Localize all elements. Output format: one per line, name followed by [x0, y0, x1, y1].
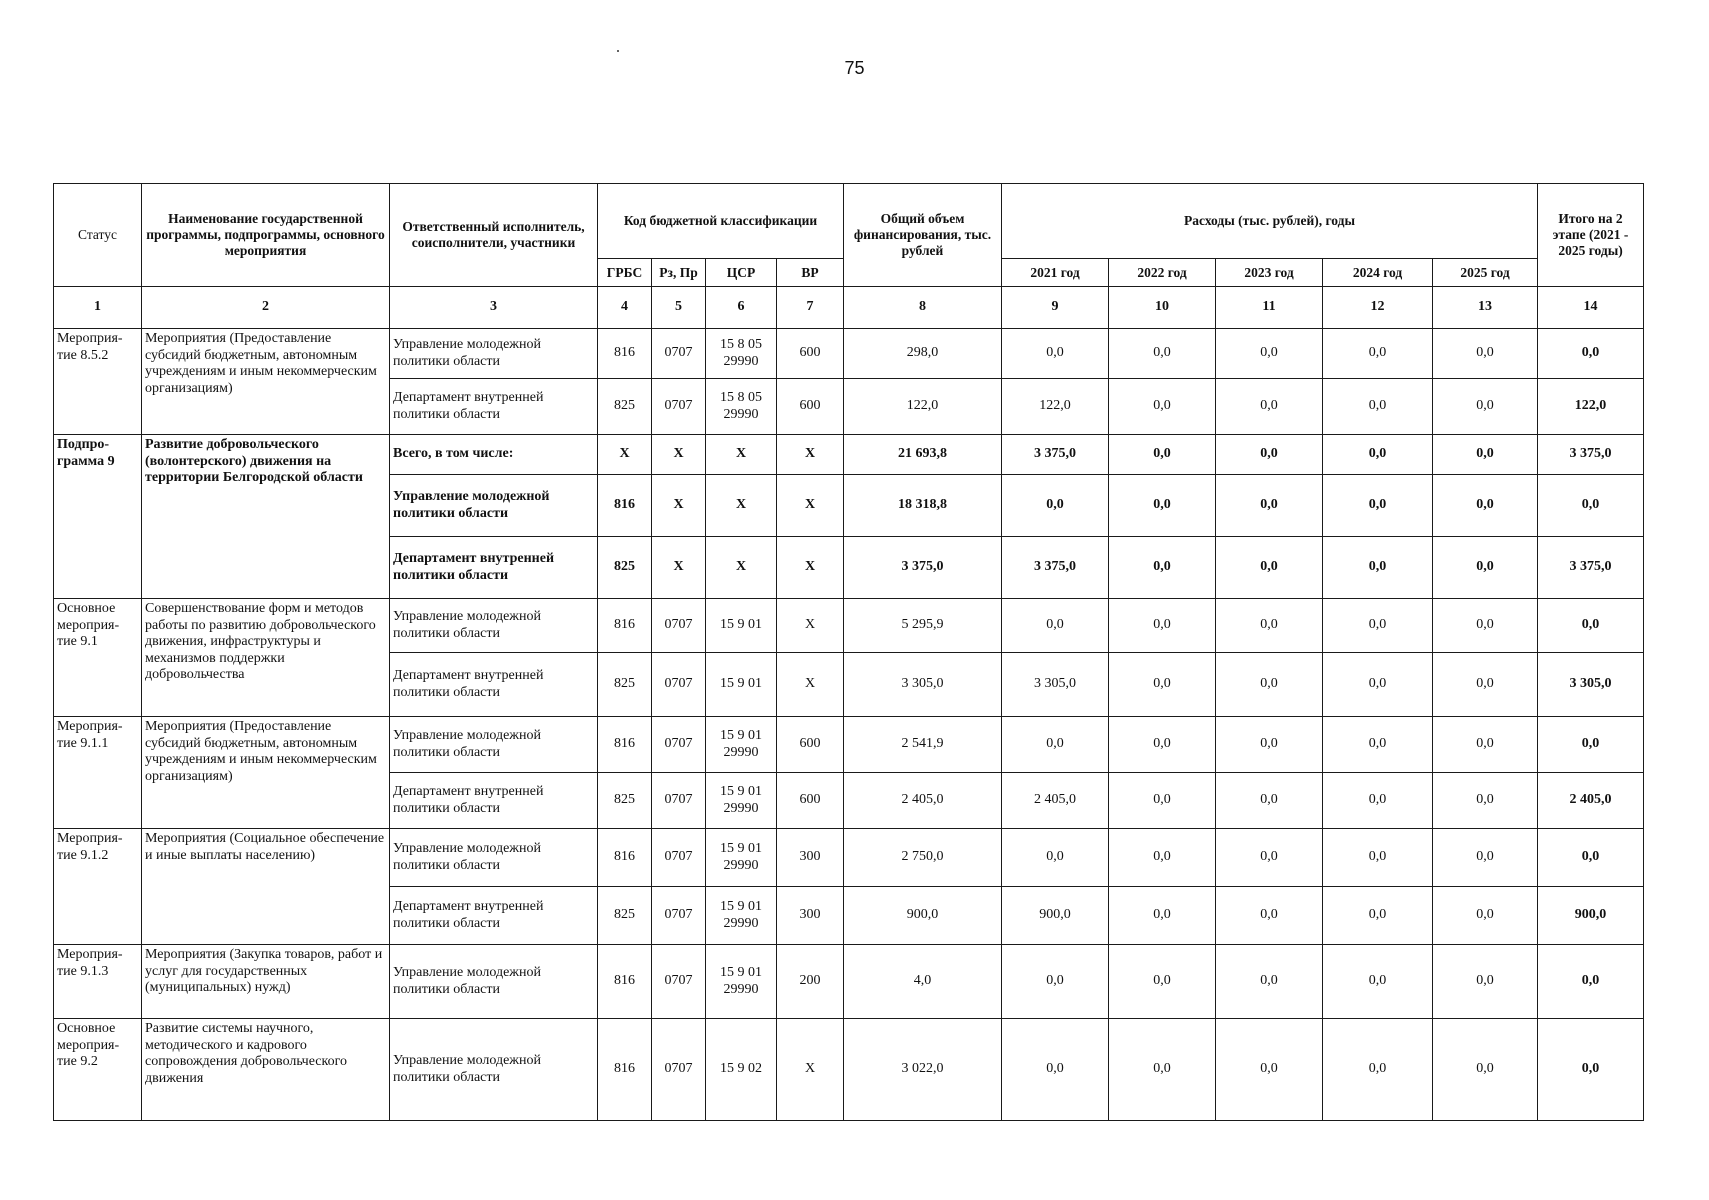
table-row — [54, 435, 1644, 475]
program-name-cell: Развитие добровольческого (волонтерского) движения на территории Белгородской области — [142, 435, 390, 599]
table-row — [54, 945, 1644, 1019]
cell-2021: 0,0 — [1002, 717, 1109, 773]
cell-2025: 0,0 — [1433, 773, 1538, 829]
cell-grbs: 825 — [598, 537, 652, 599]
column-number: 11 — [1216, 287, 1323, 329]
cell-2024: 0,0 — [1323, 945, 1433, 1019]
cell-2025: 0,0 — [1433, 1019, 1538, 1121]
cell-2025: 0,0 — [1433, 475, 1538, 537]
cell-csr: 15 9 01 — [706, 653, 777, 717]
program-name-cell: Развитие системы научного, методического и кадрового сопровождения добровольческого движения — [142, 1019, 390, 1121]
cell-vr: Х — [777, 1019, 844, 1121]
column-number-row — [54, 287, 1644, 329]
cell-vr: 200 — [777, 945, 844, 1019]
cell-2024: 0,0 — [1323, 1019, 1433, 1121]
cell-csr: Х — [706, 475, 777, 537]
cell-grbs: 816 — [598, 717, 652, 773]
cell-2022: 0,0 — [1109, 887, 1216, 945]
cell-2023: 0,0 — [1216, 1019, 1323, 1121]
cell-total: 3 022,0 — [844, 1019, 1002, 1121]
cell-csr: 15 9 01 29990 — [706, 773, 777, 829]
cell-total: 122,0 — [844, 379, 1002, 435]
cell-2021: 3 375,0 — [1002, 537, 1109, 599]
column-number: 9 — [1002, 287, 1109, 329]
cell-2022: 0,0 — [1109, 475, 1216, 537]
cell-vr: 300 — [777, 829, 844, 887]
cell-2024: 0,0 — [1323, 379, 1433, 435]
program-name-cell: Мероприятия (Закупка товаров, работ и услуг для государственных (муниципальных) нужд) — [142, 945, 390, 1019]
cell-2021: 0,0 — [1002, 475, 1109, 537]
cell-2024: 0,0 — [1323, 653, 1433, 717]
cell-2021: 0,0 — [1002, 329, 1109, 379]
cell-2021: 0,0 — [1002, 599, 1109, 653]
cell-2023: 0,0 — [1216, 945, 1323, 1019]
column-number: 10 — [1109, 287, 1216, 329]
cell-rzpr: Х — [652, 435, 706, 475]
cell-rzpr: 0707 — [652, 773, 706, 829]
header-vr: ВР — [777, 259, 844, 287]
cell-itogo: 0,0 — [1538, 829, 1644, 887]
cell-itogo: 122,0 — [1538, 379, 1644, 435]
cell-csr: 15 9 02 — [706, 1019, 777, 1121]
cell-2023: 0,0 — [1216, 653, 1323, 717]
executor-cell: Департамент внутренней политики области — [390, 773, 598, 829]
cell-vr: Х — [777, 537, 844, 599]
cell-itogo: 3 375,0 — [1538, 435, 1644, 475]
cell-2024: 0,0 — [1323, 887, 1433, 945]
cell-vr: Х — [777, 475, 844, 537]
executor-cell: Департамент внутренней политики области — [390, 379, 598, 435]
column-number: 6 — [706, 287, 777, 329]
cell-rzpr: 0707 — [652, 653, 706, 717]
cell-grbs: 816 — [598, 599, 652, 653]
column-number: 5 — [652, 287, 706, 329]
column-number: 3 — [390, 287, 598, 329]
cell-2022: 0,0 — [1109, 537, 1216, 599]
cell-2023: 0,0 — [1216, 773, 1323, 829]
cell-rzpr: 0707 — [652, 599, 706, 653]
status-cell: Мероприя-тие 9.1.3 — [54, 945, 142, 1019]
cell-itogo: 3 375,0 — [1538, 537, 1644, 599]
cell-2021: 0,0 — [1002, 829, 1109, 887]
cell-2024: 0,0 — [1323, 435, 1433, 475]
header-executor: Ответственный исполнитель, соисполнители, участники — [390, 184, 598, 287]
cell-2023: 0,0 — [1216, 435, 1323, 475]
cell-grbs: 816 — [598, 1019, 652, 1121]
cell-rzpr: 0707 — [652, 1019, 706, 1121]
cell-csr: 15 9 01 — [706, 599, 777, 653]
cell-2023: 0,0 — [1216, 475, 1323, 537]
cell-2023: 0,0 — [1216, 537, 1323, 599]
cell-2025: 0,0 — [1433, 717, 1538, 773]
table-row — [54, 717, 1644, 773]
cell-csr: 15 9 01 29990 — [706, 887, 777, 945]
page-number: 75 — [844, 58, 865, 78]
executor-cell: Управление молодежной политики области — [390, 1019, 598, 1121]
cell-rzpr: 0707 — [652, 945, 706, 1019]
cell-itogo: 0,0 — [1538, 1019, 1644, 1121]
header-row-1 — [54, 184, 1644, 259]
header-csr: ЦСР — [706, 259, 777, 287]
cell-2023: 0,0 — [1216, 599, 1323, 653]
column-number: 14 — [1538, 287, 1644, 329]
cell-2022: 0,0 — [1109, 599, 1216, 653]
cell-total: 3 305,0 — [844, 653, 1002, 717]
cell-total: 21 693,8 — [844, 435, 1002, 475]
cell-vr: Х — [777, 599, 844, 653]
cell-2022: 0,0 — [1109, 653, 1216, 717]
cell-rzpr: 0707 — [652, 887, 706, 945]
header-name: Наименование государственной программы, подпрограммы, основного мероприятия — [142, 184, 390, 287]
cell-2022: 0,0 — [1109, 329, 1216, 379]
status-cell: Основное мероприя-тие 9.2 — [54, 1019, 142, 1121]
cell-2022: 0,0 — [1109, 945, 1216, 1019]
cell-rzpr: 0707 — [652, 829, 706, 887]
header-itogo: Итого на 2 этапе (2021 - 2025 годы) — [1538, 184, 1644, 287]
cell-2024: 0,0 — [1323, 475, 1433, 537]
status-cell: Основное мероприя-тие 9.1 — [54, 599, 142, 717]
executor-cell: Управление молодежной политики области — [390, 945, 598, 1019]
cell-total: 18 318,8 — [844, 475, 1002, 537]
header-rzpr: Рз, Пр — [652, 259, 706, 287]
cell-2024: 0,0 — [1323, 829, 1433, 887]
cell-2025: 0,0 — [1433, 945, 1538, 1019]
cell-2021: 0,0 — [1002, 945, 1109, 1019]
cell-vr: 600 — [777, 329, 844, 379]
header-total: Общий объем финансирования, тыс. рублей — [844, 184, 1002, 287]
executor-cell: Департамент внутренней политики области — [390, 537, 598, 599]
cell-grbs: 825 — [598, 773, 652, 829]
cell-total: 2 541,9 — [844, 717, 1002, 773]
executor-cell: Управление молодежной политики области — [390, 717, 598, 773]
table-row — [54, 1019, 1644, 1121]
cell-itogo: 3 305,0 — [1538, 653, 1644, 717]
cell-2023: 0,0 — [1216, 887, 1323, 945]
cell-itogo: 900,0 — [1538, 887, 1644, 945]
cell-itogo: 0,0 — [1538, 329, 1644, 379]
cell-2022: 0,0 — [1109, 773, 1216, 829]
cell-2021: 3 305,0 — [1002, 653, 1109, 717]
status-cell: Мероприя-тие 8.5.2 — [54, 329, 142, 435]
cell-vr: 300 — [777, 887, 844, 945]
cell-csr: 15 9 01 29990 — [706, 945, 777, 1019]
cell-2023: 0,0 — [1216, 717, 1323, 773]
cell-2025: 0,0 — [1433, 887, 1538, 945]
cell-grbs: 816 — [598, 329, 652, 379]
header-y2024: 2024 год — [1323, 259, 1433, 287]
cell-2022: 0,0 — [1109, 829, 1216, 887]
cell-2022: 0,0 — [1109, 379, 1216, 435]
cell-2021: 2 405,0 — [1002, 773, 1109, 829]
cell-2023: 0,0 — [1216, 829, 1323, 887]
cell-grbs: 816 — [598, 475, 652, 537]
cell-total: 298,0 — [844, 329, 1002, 379]
column-number: 2 — [142, 287, 390, 329]
cell-2025: 0,0 — [1433, 329, 1538, 379]
cell-total: 5 295,9 — [844, 599, 1002, 653]
cell-2021: 900,0 — [1002, 887, 1109, 945]
cell-vr: Х — [777, 435, 844, 475]
cell-csr: Х — [706, 435, 777, 475]
program-name-cell: Мероприятия (Социальное обеспечение и иные выплаты населению) — [142, 829, 390, 945]
cell-rzpr: Х — [652, 537, 706, 599]
column-number: 13 — [1433, 287, 1538, 329]
cell-2025: 0,0 — [1433, 653, 1538, 717]
cell-2025: 0,0 — [1433, 829, 1538, 887]
executor-cell: Управление молодежной политики области — [390, 475, 598, 537]
executor-cell: Департамент внутренней политики области — [390, 887, 598, 945]
cell-total: 2 750,0 — [844, 829, 1002, 887]
header-y2023: 2023 год — [1216, 259, 1323, 287]
cell-total: 900,0 — [844, 887, 1002, 945]
table-row — [54, 329, 1644, 379]
cell-csr: Х — [706, 537, 777, 599]
cell-2021: 0,0 — [1002, 1019, 1109, 1121]
cell-vr: Х — [777, 653, 844, 717]
header-y2022: 2022 год — [1109, 259, 1216, 287]
cell-vr: 600 — [777, 773, 844, 829]
cell-vr: 600 — [777, 717, 844, 773]
executor-cell: Департамент внутренней политики области — [390, 653, 598, 717]
column-number: 4 — [598, 287, 652, 329]
status-cell: Мероприя-тие 9.1.2 — [54, 829, 142, 945]
cell-csr: 15 9 01 29990 — [706, 717, 777, 773]
cell-grbs: 825 — [598, 379, 652, 435]
cell-grbs: Х — [598, 435, 652, 475]
cell-total: 3 375,0 — [844, 537, 1002, 599]
cell-2025: 0,0 — [1433, 435, 1538, 475]
cell-2025: 0,0 — [1433, 599, 1538, 653]
table-row — [54, 829, 1644, 887]
cell-itogo: 0,0 — [1538, 599, 1644, 653]
column-number: 8 — [844, 287, 1002, 329]
executor-cell: Управление молодежной политики области — [390, 829, 598, 887]
table-row — [54, 599, 1644, 653]
cell-2021: 3 375,0 — [1002, 435, 1109, 475]
table-body — [54, 287, 1644, 1121]
column-number: 7 — [777, 287, 844, 329]
cell-2024: 0,0 — [1323, 773, 1433, 829]
cell-csr: 15 8 05 29990 — [706, 379, 777, 435]
cell-2024: 0,0 — [1323, 537, 1433, 599]
cell-total: 4,0 — [844, 945, 1002, 1019]
cell-rzpr: Х — [652, 475, 706, 537]
cell-itogo: 0,0 — [1538, 945, 1644, 1019]
cell-grbs: 825 — [598, 653, 652, 717]
cell-2022: 0,0 — [1109, 435, 1216, 475]
cell-rzpr: 0707 — [652, 717, 706, 773]
program-name-cell: Совершенствование форм и методов работы по развитию добровольческого движения, инфраструктуры и механизмов поддержки добровольчества — [142, 599, 390, 717]
program-name-cell: Мероприятия (Предоставление субсидий бюджетным, автономным учреждениям и иным некоммерческим организациям) — [142, 717, 390, 829]
cell-itogo: 2 405,0 — [1538, 773, 1644, 829]
cell-2021: 122,0 — [1002, 379, 1109, 435]
header-kbk: Код бюджетной классификации — [598, 184, 844, 259]
cell-2024: 0,0 — [1323, 329, 1433, 379]
cell-grbs: 825 — [598, 887, 652, 945]
header-y2025: 2025 год — [1433, 259, 1538, 287]
cell-2024: 0,0 — [1323, 599, 1433, 653]
cell-2022: 0,0 — [1109, 717, 1216, 773]
scan-speck — [617, 50, 619, 52]
cell-csr: 15 9 01 29990 — [706, 829, 777, 887]
column-number: 12 — [1323, 287, 1433, 329]
cell-2024: 0,0 — [1323, 717, 1433, 773]
executor-cell: Управление молодежной политики области — [390, 599, 598, 653]
cell-itogo: 0,0 — [1538, 475, 1644, 537]
cell-grbs: 816 — [598, 945, 652, 1019]
cell-csr: 15 8 05 29990 — [706, 329, 777, 379]
program-name-cell: Мероприятия (Предоставление субсидий бюджетным, автономным учреждениям и иным некоммерческим организациям) — [142, 329, 390, 435]
header-status: Статус — [54, 184, 142, 287]
cell-total: 2 405,0 — [844, 773, 1002, 829]
cell-vr: 600 — [777, 379, 844, 435]
status-cell: Подпро-грамма 9 — [54, 435, 142, 599]
cell-2025: 0,0 — [1433, 379, 1538, 435]
budget-table — [53, 183, 1644, 1121]
column-number: 1 — [54, 287, 142, 329]
header-expenses: Расходы (тыс. рублей), годы — [1002, 184, 1538, 259]
executor-cell: Всего, в том числе: — [390, 435, 598, 475]
cell-2023: 0,0 — [1216, 379, 1323, 435]
cell-itogo: 0,0 — [1538, 717, 1644, 773]
header-y2021: 2021 год — [1002, 259, 1109, 287]
cell-2022: 0,0 — [1109, 1019, 1216, 1121]
header-grbs: ГРБС — [598, 259, 652, 287]
cell-grbs: 816 — [598, 829, 652, 887]
cell-rzpr: 0707 — [652, 329, 706, 379]
cell-2025: 0,0 — [1433, 537, 1538, 599]
status-cell: Мероприя-тие 9.1.1 — [54, 717, 142, 829]
executor-cell: Управление молодежной политики области — [390, 329, 598, 379]
cell-2023: 0,0 — [1216, 329, 1323, 379]
cell-rzpr: 0707 — [652, 379, 706, 435]
